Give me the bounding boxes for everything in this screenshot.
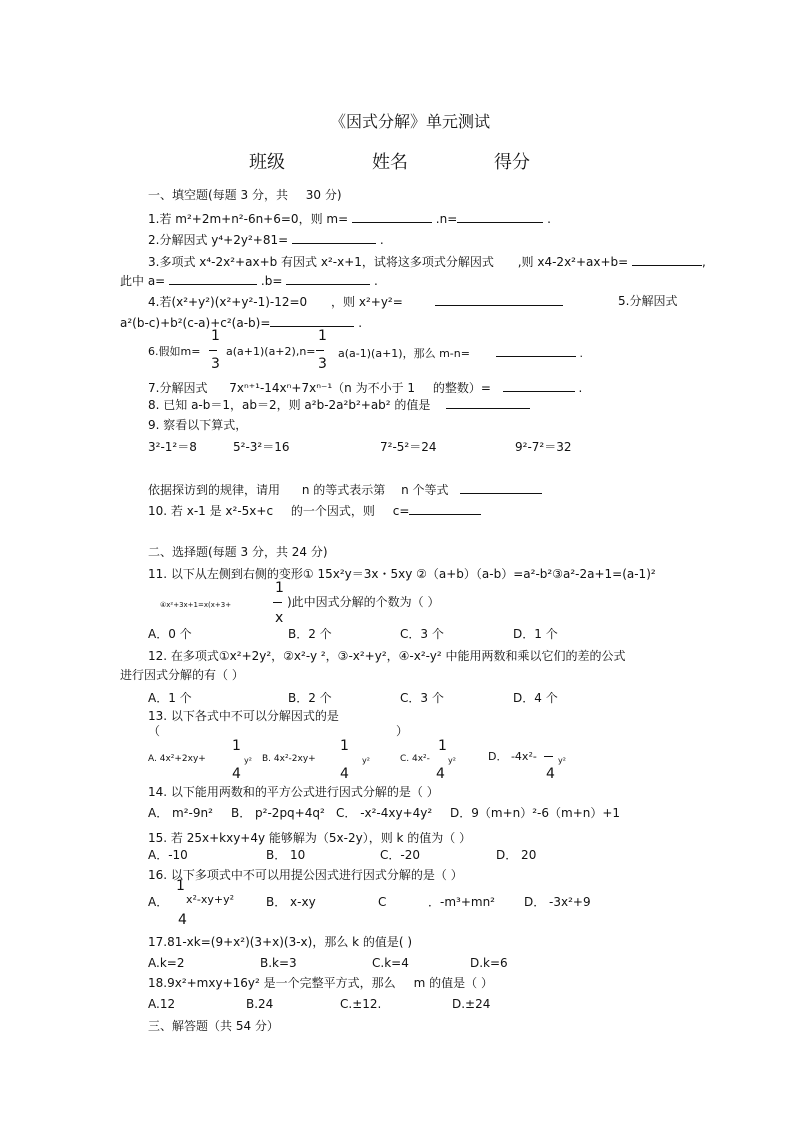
fraction-11-num: 1 [275, 580, 284, 596]
name-label: 姓名 [372, 152, 408, 173]
q13-option-d: D． -4x²- [488, 750, 537, 763]
score-label: 得分 [494, 152, 530, 173]
fraction-11-den: x [275, 610, 284, 626]
question-12-cont: 进行因式分解的有（ ） [120, 668, 244, 682]
q15-option-d: D． 20 [496, 848, 537, 862]
question-5-body: a²(b-c)+b²(c-a)+c²(a-b)= . [120, 316, 363, 330]
q13-c-frac-num: 1 [438, 738, 447, 754]
q13-c-frac-den: 4 [436, 766, 445, 782]
q17-option-a: A.k=2 [148, 956, 185, 970]
q13-d-frac-den: 4 [546, 766, 555, 782]
q17-option-c: C.k=4 [372, 956, 409, 970]
fraction-2-bar [316, 350, 324, 351]
q14-option-c: C． -x²-4xy+4y² [336, 806, 433, 820]
section-3-heading: 三、解答题（共 54 分） [148, 1019, 279, 1033]
q11-option-d: D．1 个 [513, 627, 558, 641]
question-3: 3.多项式 x⁴-2x²+ax+b 有因式 x²-x+1，试将这多项式分解因式 ,则 x4-2x²+ax+b= , [148, 255, 706, 269]
question-11-option4: ④x²+3x+1=x(x+3+ [160, 601, 232, 609]
question-17: 17.81-xk=(9+x²)(3+x)(3-x)，那么 k 的值是( ) [148, 935, 413, 949]
question-11-tail: )此中因式分解的个数为（ ） [287, 595, 440, 609]
question-12: 12. 在多项式①x²+2y²，②x²-y ²，③-x²+y²，④-x²-y² 中能用两数和乘以它们的差的公式 [148, 649, 626, 663]
q17-option-d: D.k=6 [470, 956, 508, 970]
question-15: 15. 若 25x+kxy+4y 能够解为（5x-2y），则 k 的值为（ ） [148, 831, 472, 845]
q13-b-frac-num: 1 [340, 738, 349, 754]
q15-option-b: B． 10 [266, 848, 306, 862]
question-6: 6.假如m= [148, 345, 201, 358]
q11-option-a: A．0 个 [148, 627, 192, 641]
equation-1: 3²-1²＝8 [148, 440, 197, 454]
question-14: 14. 以下能用两数和的平方公式进行因式分解的是（ ） [148, 785, 439, 799]
question-9-prompt: 依据探访到的规律，请用 n 的等式表示第 n 个等式 [148, 481, 542, 498]
fraction-1-den: 3 [211, 356, 220, 372]
q16-option-d: D． -3x²+9 [524, 895, 591, 909]
q13-option-c: C. 4x²- [400, 754, 430, 764]
q12-option-b: B．2 个 [288, 691, 332, 705]
q13-a-frac-den: 4 [232, 766, 241, 782]
q16-a-expr: x²-xy+y² [186, 893, 235, 906]
fraction-1-num: 1 [211, 328, 220, 344]
q13-d-frac-bar [544, 756, 553, 757]
q16-a-frac-num: 1 [176, 878, 185, 894]
q12-option-a: A．1 个 [148, 691, 192, 705]
q11-option-b: B．2 个 [288, 627, 332, 641]
q14-option-b: B． p²-2pq+4q² [231, 806, 325, 820]
fraction-11-bar [273, 602, 282, 603]
question-13-paren: （ ） [148, 724, 409, 738]
q13-d-y: y² [558, 756, 566, 765]
q16-option-b: B． x-xy [266, 895, 316, 909]
q16-option-a: A． [148, 895, 169, 909]
question-8: 8. 已知 a-b＝1，ab＝2，则 a²b-2a²b²+ab² 的值是 [148, 396, 530, 413]
q13-c-y: y² [448, 756, 456, 765]
question-6-m: a(a+1)(a+2),n= [226, 345, 316, 358]
q13-a-frac-num: 1 [232, 738, 241, 754]
q18-option-b: B.24 [246, 997, 274, 1011]
equation-4: 9²-7²＝32 [515, 440, 572, 454]
fraction-2-den: 3 [318, 356, 327, 372]
question-16: 16. 以下多项式中不可以用提公因式进行因式分解的是（ ） [148, 868, 463, 882]
question-3-cont: 此中 a= .b= . [120, 274, 378, 288]
q13-b-frac-den: 4 [340, 766, 349, 782]
class-label: 班级 [249, 152, 285, 173]
q12-option-d: D．4 个 [513, 691, 558, 705]
q16-a-frac-den: 4 [178, 912, 187, 928]
question-5: 5.分解因式 [618, 294, 678, 308]
page-title: 《因式分解》单元测试 [330, 112, 491, 131]
question-6-n: a(a-1)(a+1)，那么 m-n= . [338, 344, 583, 362]
q18-option-d: D.±24 [452, 997, 491, 1011]
q13-option-b: B. 4x²-2xy+ [262, 754, 316, 764]
question-18: 18.9x²+mxy+16y² 是一个完整平方式，那么 m 的值是（ ） [148, 976, 493, 990]
q13-b-y: y² [362, 756, 370, 765]
question-10: 10. 若 x-1 是 x²-5x+c 的一个因式，则 c= [148, 502, 481, 519]
q14-option-d: D．9（m+n）²-6（m+n）+1 [450, 806, 621, 820]
q18-option-a: A.12 [148, 997, 176, 1011]
q18-option-c: C.±12. [340, 997, 382, 1011]
question-4: 4.若(x²+y²)(x²+y²-1)-12=0 ，则 x²+y²= [148, 293, 563, 310]
q16-option-c-expr: ．-m³+mn² [428, 895, 495, 909]
fraction-1-bar [209, 350, 217, 351]
question-7: 7.分解因式 7xⁿ⁺¹-14xⁿ+7xⁿ⁻¹（n 为不小于 1 的整数）= . [148, 381, 583, 395]
q13-a-y: y² [244, 756, 252, 765]
equation-3: 7²-5²＝24 [380, 440, 437, 454]
equation-2: 5²-3²＝16 [233, 440, 290, 454]
question-1: 1.若 m²+2m+n²-6n+6=0，则 m= .n= . [148, 212, 551, 226]
q15-option-a: A．-10 [148, 848, 188, 862]
q17-option-b: B.k=3 [260, 956, 297, 970]
q14-option-a: A． m²-9n² [148, 806, 213, 820]
fraction-2-num: 1 [318, 328, 327, 344]
question-11: 11. 以下从左侧到右侧的变形① 15x²y＝3x・5xy ②（a+b）（a-b）=a²-b²③a²-2a+1=(a-1)² [148, 567, 656, 581]
question-13: 13. 以下各式中不可以分解因式的是 [148, 709, 339, 723]
section-1-heading: 一、填空题(每题 3 分，共 30 分) [148, 188, 342, 202]
q16-option-c: C [378, 895, 387, 909]
q13-option-a: A. 4x²+2xy+ [148, 754, 206, 764]
section-2-heading: 二、选择题(每题 3 分，共 24 分) [148, 545, 328, 559]
question-2: 2.分解因式 y⁴+2y²+81= . [148, 233, 384, 247]
q15-option-c: C．-20 [380, 848, 420, 862]
question-9: 9. 察看以下算式， [148, 418, 248, 432]
q12-option-c: C．3 个 [400, 691, 444, 705]
q11-option-c: C．3 个 [400, 627, 444, 641]
